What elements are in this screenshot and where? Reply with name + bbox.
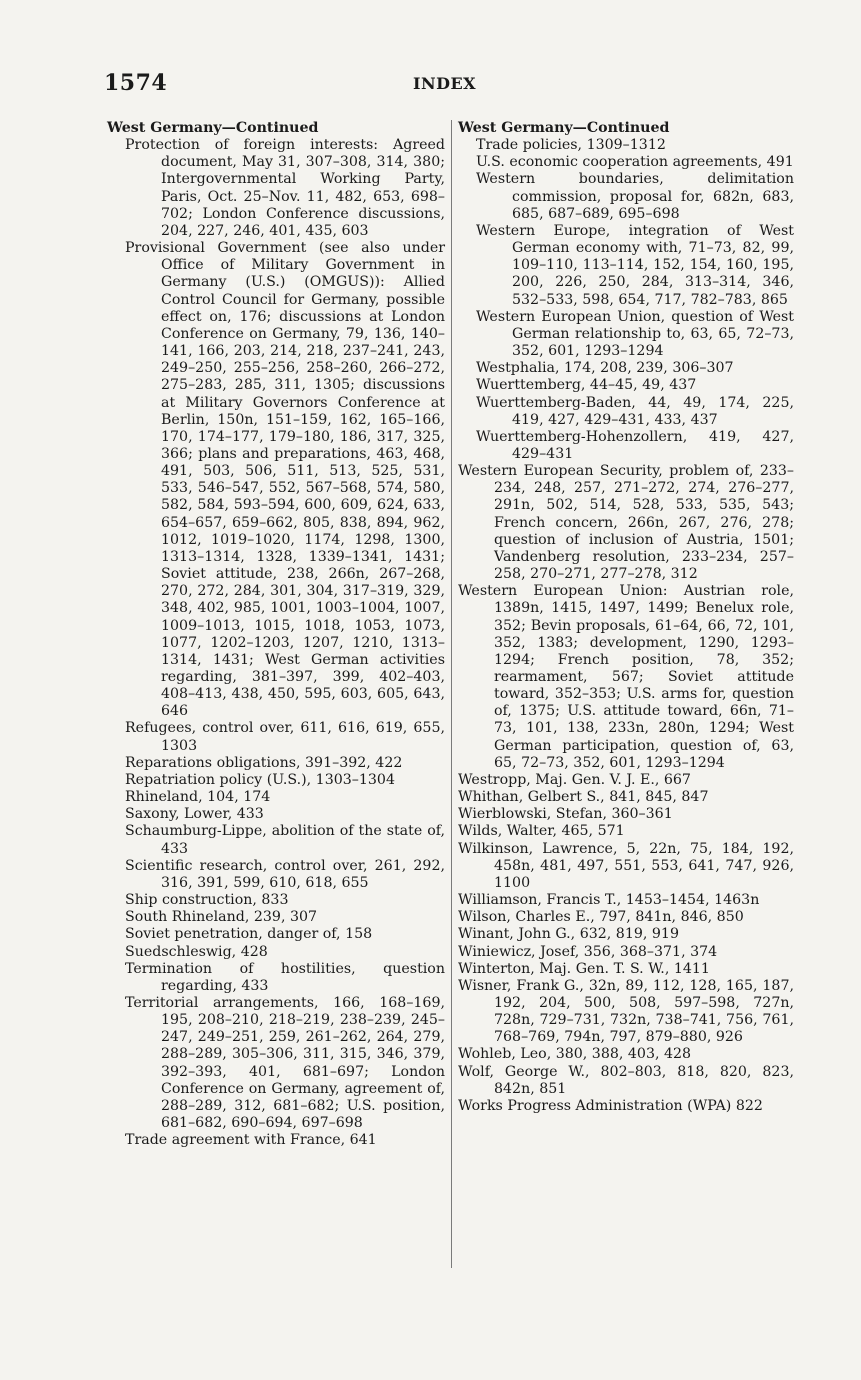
index-entry: Western European Security, problem of, 233–234, 248, 257, 271–272, 274, 276–277, 291n, 502, 514, 528, 533, 535, 543; French concern, 266n, 267, 276, 278; question of inclusion of Austria, 1501; Vandenberg resolution, 233–234, 257–258, 270–271, 277–278, 312 <box>458 463 794 583</box>
index-column-left <box>107 120 445 1149</box>
index-subentry: Suedschleswig, 428 <box>125 943 268 960</box>
index-entry: Wilson, Charles E., 797, 841n, 846, 850 <box>458 909 744 926</box>
index-entry: Wilkinson, Lawrence, 5, 22n, 75, 184, 192, 458n, 481, 497, 551, 553, 641, 747, 926, 1100 <box>458 840 794 891</box>
index-subentry: Wuerttemberg, 44–45, 49, 437 <box>476 377 697 394</box>
index-entry: Westropp, Maj. Gen. V. J. E., 667 <box>458 771 691 788</box>
index-subentry: Refugees, control over, 611, 616, 619, 655, 1303 <box>125 720 445 754</box>
index-entry: Williamson, Francis T., 1453–1454, 1463n <box>458 892 760 909</box>
index-entry: Western European Union: Austrian role, 1389n, 1415, 1497, 1499; Benelux role, 352; Bevin proposals, 61–64, 66, 72, 101, 352, 1383; development, 1290, 1293–1294; French position, 78, 352; rearmament, 567; Soviet attitude toward, 352–353; U.S. arms for, question of, 1375; U.S. attitude toward, 66n, 71–73, 101, 138, 233n, 280n, 1294; West German participation, question of, 63, 65, 72–73, 352, 601, 1293–1294 <box>458 583 794 771</box>
index-entry: Works Progress Administration (WPA) 822 <box>458 1097 763 1114</box>
index-subentry: Territorial arrangements, 166, 168–169, 195, 208–210, 218–219, 238–239, 245–247, 249–251, 259, 261–262, 264, 279, 288–289, 305–306, 311, 315, 346, 379, 392–393, 401, 681–697; London Conference on Germany, agreement of, 288–289, 312, 681–682; U.S. position, 681–682, 690–694, 697–698 <box>125 994 445 1132</box>
index-subentry: Trade policies, 1309–1312 <box>476 137 666 154</box>
column-divider <box>451 120 452 1268</box>
index-subentry: Western boundaries, delimitation commission, proposal for, 682n, 683, 685, 687–689, 695–698 <box>476 171 794 222</box>
index-subentry: Western Europe, integration of West German economy with, 71–73, 82, 99, 109–110, 113–114, 152, 154, 160, 195, 200, 226, 250, 284, 313–314, 346, 532–533, 598, 654, 717, 782–783, 865 <box>476 222 794 308</box>
index-subentry: Schaumburg-Lippe, abolition of the state of, 433 <box>125 823 445 857</box>
index-entry: Wilds, Walter, 465, 571 <box>458 823 625 840</box>
index-heading: West Germany—Continued <box>458 120 670 136</box>
running-head: INDEX <box>413 74 477 93</box>
index-subentry: Repatriation policy (U.S.), 1303–1304 <box>125 771 395 788</box>
index-subentry: Reparations obligations, 391–392, 422 <box>125 754 403 771</box>
index-subentry: Provisional Government (see also under Office of Military Government in Germany (U.S.) (OMGUS)): Allied Control Council for Germany, possible effect on, 176; discussions at London Conference on Germany, 79, 136, 140–141, 166, 203, 214, 218, 237–241, 243, 249–250, 255–256, 258–260, 266–272, 275–283, 285, 311, 1305; discussions at Military Governors Conference at Berlin, 150n, 151–159, 162, 165–166, 170, 174–177, 179–180, 186, 317, 325, 366; plans and preparations, 463, 468, 491, 503, 506, 511, 513, 525, 531, 533, 546–547, 552, 567–568, 574, 580, 582, 584, 593–594, 600, 609, 624, 633, 654–657, 659–662, 805, 838, 894, 962, 1012, 1019–1020, 1174, 1298, 1300, 1313–1314, 1328, 1339–1341, 1431; Soviet attitude, 238, 266n, 267–268, 270, 272, 284, 301, 304, 317–319, 329, 348, 402, 985, 1001, 1003–1004, 1007, 1009–1013, 1015, 1018, 1053, 1073, 1077, 1202–1203, 1207, 1210, 1313–1314, 1431; West German activities regarding, 381–397, 399, 402–403, 408–413, 438, 450, 595, 603, 605, 643, 646 <box>125 240 445 720</box>
index-subentry: Westphalia, 174, 208, 239, 306–307 <box>476 360 734 377</box>
index-subentry: U.S. economic cooperation agreements, 491 <box>476 154 794 171</box>
index-subentry: Saxony, Lower, 433 <box>125 806 264 823</box>
index-entry: Whithan, Gelbert S., 841, 845, 847 <box>458 789 709 806</box>
index-entry: Wohleb, Leo, 380, 388, 403, 428 <box>458 1046 692 1063</box>
index-entry: Winterton, Maj. Gen. T. S. W., 1411 <box>458 960 710 977</box>
index-heading: West Germany—Continued <box>107 120 319 136</box>
index-subentry: Western European Union, question of West German relationship to, 63, 65, 72–73, 352, 601, 1293–1294 <box>476 308 794 360</box>
index-subentry: Termination of hostilities, question regarding, 433 <box>125 960 445 994</box>
page-number: 1574 <box>104 70 168 96</box>
index-subentry: Wuerttemberg-Hohenzollern, 419, 427, 429–431 <box>476 428 794 462</box>
index-subentry: Protection of foreign interests: Agreed document, May 31, 307–308, 314, 380; Intergovernmental Working Party, Paris, Oct. 25–Nov. 11, 482, 653, 698–702; London Conference discussions, 204, 227, 246, 401, 435, 603 <box>125 137 445 239</box>
index-entry: Wisner, Frank G., 32n, 89, 112, 128, 165, 187, 192, 204, 500, 508, 597–598, 727n, 728n, 729–731, 732n, 738–741, 756, 761, 768–769, 794n, 797, 879–880, 926 <box>458 977 794 1046</box>
index-column-right <box>458 120 794 1115</box>
index-entry: Wierblowski, Stefan, 360–361 <box>458 806 673 823</box>
index-entry: Winiewicz, Josef, 356, 368–371, 374 <box>458 943 718 960</box>
index-subentry: Wuerttemberg-Baden, 44, 49, 174, 225, 419, 427, 429–431, 433, 437 <box>476 394 794 428</box>
index-subentry: Scientific research, control over, 261, 292, 316, 391, 599, 610, 618, 655 <box>125 857 445 891</box>
index-subentry: Trade agreement with France, 641 <box>125 1132 377 1149</box>
index-subentry: Ship construction, 833 <box>125 892 289 909</box>
index-entry: Wolf, George W., 802–803, 818, 820, 823, 842n, 851 <box>458 1063 794 1097</box>
index-subentry: Soviet penetration, danger of, 158 <box>125 926 373 943</box>
index-subentry: South Rhineland, 239, 307 <box>125 909 318 926</box>
index-entry: Winant, John G., 632, 819, 919 <box>458 926 679 943</box>
index-subentry: Rhineland, 104, 174 <box>125 789 271 806</box>
